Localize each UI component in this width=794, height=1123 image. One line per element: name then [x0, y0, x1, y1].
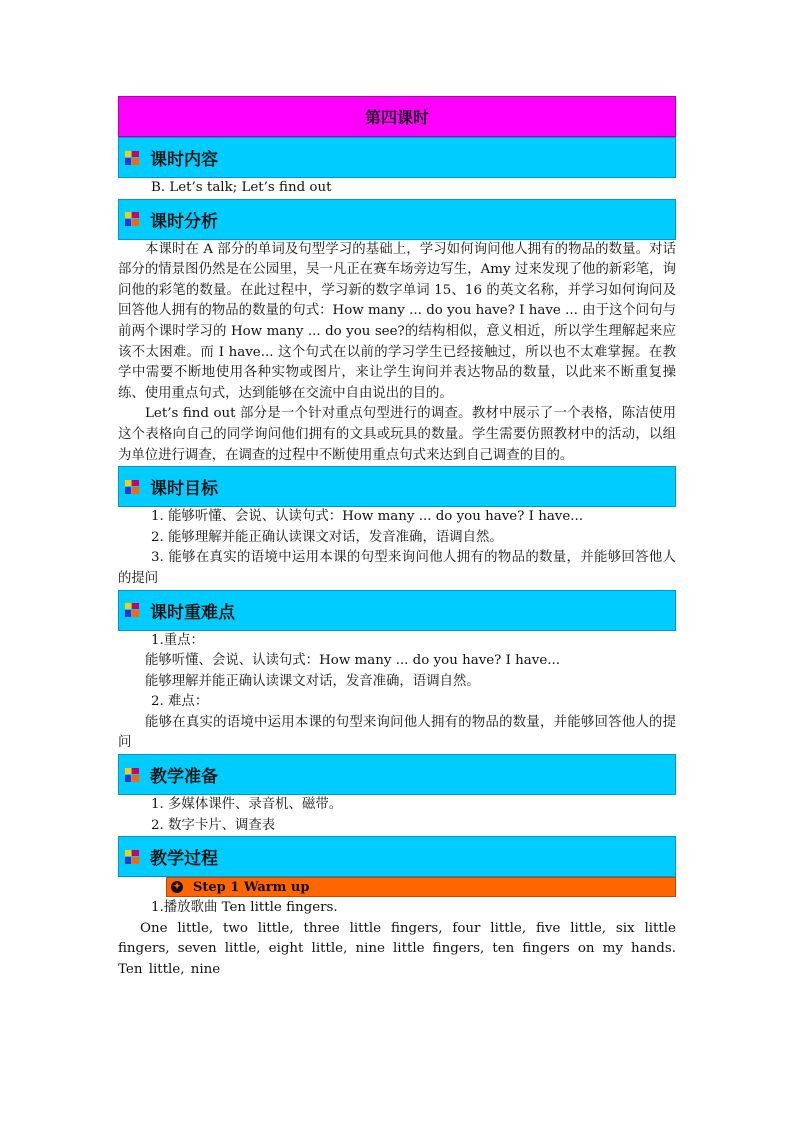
- keypoint-label: 1.重点：: [151, 632, 204, 648]
- section-title: 课时目标: [150, 479, 218, 500]
- section-title: 课时分析: [150, 211, 218, 232]
- process-item: 1.播放歌曲 Ten little fingers.: [151, 900, 338, 916]
- difficulty-label: 2. 难点：: [151, 694, 209, 710]
- analysis-paragraph-2: Let’s find out 部分是一个针对重点句型进行的调查。教材中展示了一个表格，陈洁使用这个表格向自己的同学询问他们拥有的文具或玩具的数量。学生需要仿照教材中的活动，以组为单位进行调查，在调查的过程中不断使用重点句式来达到自己调查的目的。: [118, 406, 676, 463]
- step-title: Step 1 Warm up: [193, 879, 310, 895]
- section-header-process: [118, 836, 676, 877]
- colored-square-bullet-icon: [125, 480, 139, 494]
- goal-item: 2. 能够理解并能正确认读课文对话，发音准确，语调自然。: [151, 529, 503, 545]
- goal-item: 1. 能够听懂、会说、认读句式：How many ... do you have? I have...: [151, 509, 584, 525]
- section-header-keypoints: [118, 590, 676, 631]
- content-line: B. Let’s talk; Let’s find out: [151, 180, 332, 195]
- section-header-prep: [118, 754, 676, 795]
- section-header-content: [118, 137, 676, 178]
- prep-item: 2. 数字卡片、调查表: [151, 817, 276, 833]
- section-title: 教学过程: [150, 849, 218, 870]
- colored-square-bullet-icon: [125, 850, 139, 864]
- section-header-analysis: [118, 199, 676, 240]
- page-title: 第四课时: [118, 96, 676, 137]
- colored-square-bullet-icon: [125, 151, 139, 165]
- song-lyrics: One little, two little, three little fingers, four little, five little, six little fingers, seven little, eight little, nine little fingers, ten fingers on my hands. Ten little, nine: [118, 920, 676, 978]
- section-title: 课时内容: [150, 150, 218, 170]
- keypoint-item: 能够听懂、会说、认读句式：How many ... do you have? I have...: [145, 653, 561, 669]
- lesson-page: [118, 96, 676, 981]
- colored-square-bullet-icon: [125, 212, 139, 226]
- prep-item: 1. 多媒体课件、录音机、磁带。: [151, 797, 343, 813]
- colored-square-bullet-icon: [125, 768, 139, 782]
- section-title: 课时重难点: [150, 602, 235, 623]
- analysis-paragraph-1: 本课时在 A 部分的单词及句型学习的基础上，学习如何询问他人拥有的物品的数量。对话部分的情景图仍然是在公园里，吴一凡正在赛车场旁边写生，Amy 过来发现了他的新彩笔，询问他的彩笔的数量。在此过程中，学习新的数字单词 15、16 的英文名称，并学习如何询问及回答他人拥有的物品的数量的句式：How many ... do you have? I have ... 由于这个问句与前两个课时学习的 How many ... do you see?的结构相似，意义相近，所以学生理解起来应该不太困难。而 I have... 这个句式在以前的学习学生已经接触过，所以也不太难掌握。在教学中需要不断地使用各种实物或图片，来让学生询问并表达物品的数量，以此来不断重复操练、使用重点句式，达到能够在交流中自由说出的目的。: [118, 241, 676, 401]
- colored-square-bullet-icon: [125, 603, 139, 617]
- section-title: 教学准备: [150, 767, 218, 788]
- goal-item: 3. 能够在真实的语境中运用本课的句型来询问他人拥有的物品的数量，并能够回答他人的提问: [118, 550, 676, 586]
- section-header-goals: [118, 466, 676, 507]
- difficulty-item: 能够在真实的语境中运用本课的句型来询问他人拥有的物品的数量，并能够回答他人的提问: [118, 714, 676, 751]
- step-header: [166, 877, 676, 897]
- circled-star-icon: ✦: [171, 881, 183, 893]
- keypoint-item: 能够理解并能正确认读课文对话，发音准确，语调自然。: [145, 673, 480, 689]
